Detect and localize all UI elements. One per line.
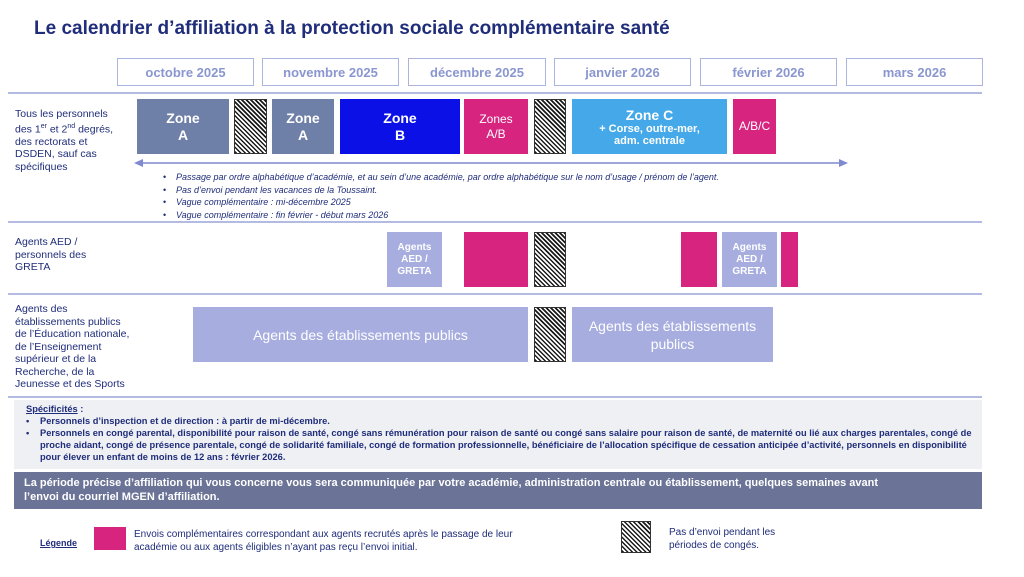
row3-label-line: Recherche, de la (15, 365, 95, 378)
row3-label-line: supérieur et de la (15, 353, 97, 365)
row3-label-line: établissements publics (15, 315, 121, 328)
month-december: décembre 2025 (408, 58, 546, 86)
row1-label-line: Tous les personnels (15, 108, 108, 120)
row2-label-line: personnels des (15, 248, 87, 261)
aed-greta-december-block: Agents AED / GRETA (387, 232, 442, 287)
zone-b-block: Zone B (340, 99, 460, 154)
note-item: • Pas d’envoi pendant les vacances de la Toussaint. (163, 184, 863, 197)
row3-label-line: Jeunesse et des Sports (15, 378, 125, 390)
row2-label-line: GRETA (15, 261, 51, 273)
aed-complementary-february-block (681, 232, 717, 287)
holiday-hatch-christmas-row2 (534, 232, 566, 287)
row1-notes (163, 171, 863, 221)
timeline-double-arrow (134, 157, 848, 169)
page-title: Le calendrier d’affiliation à la protection sociale complémentaire santé (34, 18, 670, 39)
banner-line: l’envoi du courriel MGEN d’affiliation. (24, 490, 220, 503)
divider-row1 (8, 221, 982, 223)
month-october: octobre 2025 (117, 58, 254, 86)
zones-ab-block: Zones A/B (464, 99, 528, 154)
holiday-hatch-toussaint (234, 99, 267, 154)
row1-label-line: DSDEN, sauf cas (15, 148, 97, 160)
row1-label (15, 108, 127, 173)
month-february: février 2026 (700, 58, 837, 86)
legend-hatch-text: Pas d’envoi pendant les périodes de congés. (669, 527, 776, 551)
banner-line: La période précise d’affiliation qui vous concerne vous sera communiquée par votre académie, administration centrale ou établissement, quelques semaines avant (24, 477, 878, 489)
row2-label-line: Agents AED / (15, 236, 78, 248)
info-banner (14, 472, 982, 509)
holiday-hatch-christmas (534, 99, 566, 154)
zone-a-october-block: Zone A (137, 99, 229, 154)
zone-c-block: Zone C + Corse, outre-mer, adm. centrale (572, 99, 727, 154)
row1-label-line: spécifiques (15, 160, 68, 173)
legend-pink-swatch (94, 527, 126, 550)
legend-pink-text: Envois complémentaires correspondant aux agents recrutés après le passage de leur académie ou aux agents éligibles n’ayant pas reçu l’envoi initial. (134, 529, 513, 553)
row1-label-line: des rectorats et (15, 135, 88, 148)
month-march: mars 2026 (846, 58, 983, 86)
divider-top (8, 92, 982, 94)
row3-label-line: de l’Enseignement (15, 340, 102, 353)
row3-label (15, 303, 145, 391)
aed-complementary-block (464, 232, 528, 287)
divider-row3 (8, 396, 982, 398)
legend-label: Légende (40, 538, 78, 548)
row3-label-line: Agents des (15, 303, 68, 315)
zone-a-november-block: Zone A (272, 99, 334, 154)
legend-hatch-swatch (621, 521, 651, 553)
aed-complementary-march-block (781, 232, 798, 287)
month-january: janvier 2026 (554, 58, 691, 86)
specificites-item: • Personnels d’inspection et de direction : à partir de mi-décembre. (26, 416, 330, 426)
public-establishments-block-2: Agents des établissements publics (572, 307, 773, 362)
divider-row2 (8, 293, 982, 295)
specificites-item: • Personnels en congé parental, disponibilité pour raison de santé, congé sans rémunération pour raison de santé ou congé sans salaire pour raison de santé, de maternité ou lié aux charges parentales, congé de proche aidant, congé de présence parentale, congé de solidarité familiale, congé de formation professionnelle, bénéficiaire de l’allocation spécifique de cessation anticipée d’activité, personnels en disponibilité pour élever un enfant de moins de 12 ans : février 2026. (26, 428, 972, 462)
public-establishments-block-1: Agents des établissements publics (193, 307, 528, 362)
holiday-hatch-christmas-row3 (534, 307, 566, 362)
row1-label-degrees: des 1er et 2nd degrés, (15, 122, 114, 135)
note-item: • Passage par ordre alphabétique d’académie, et au sein d’une académie, par ordre alphabétique sur le nom d’usage / prénom de l’agent. (163, 171, 863, 184)
month-november: novembre 2025 (262, 58, 399, 86)
aed-greta-february-block: Agents AED / GRETA (722, 232, 777, 287)
note-item: • Vague complémentaire : fin février - début mars 2026 (163, 209, 863, 222)
zones-abc-block: A/B/C (733, 99, 776, 154)
specificites-box (14, 400, 982, 469)
specificites-heading: Spécificités : (26, 404, 84, 414)
row2-label (15, 236, 125, 274)
row3-label-line: de l’Éducation nationale, (15, 328, 130, 340)
note-item: • Vague complémentaire : mi-décembre 2025 (163, 196, 863, 209)
